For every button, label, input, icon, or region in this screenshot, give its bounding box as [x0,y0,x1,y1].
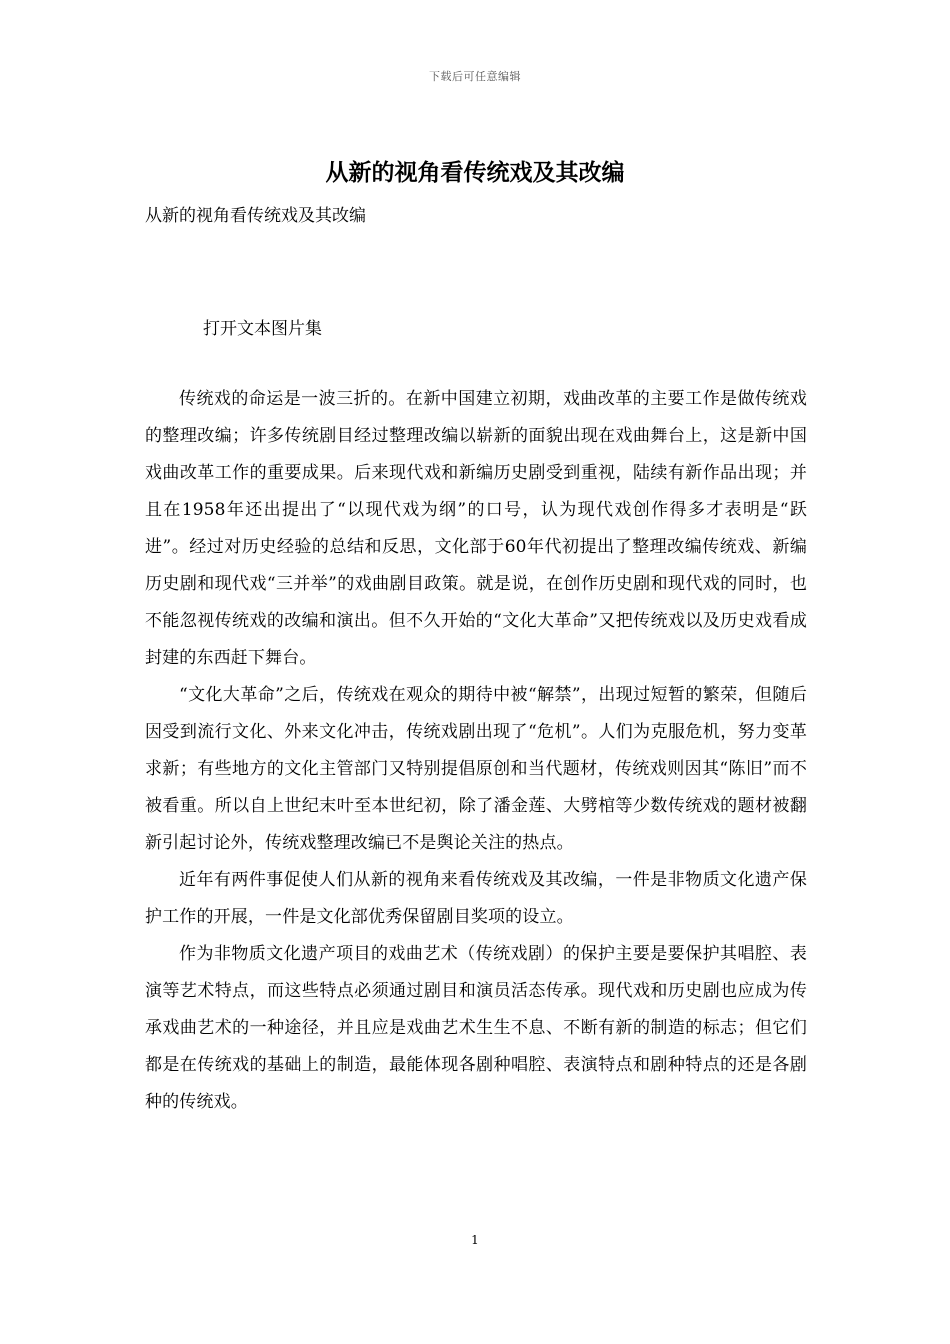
body-paragraph: 近年有两件事促使人们从新的视角来看传统戏及其改编，一件是非物质文化遗产保护工作的开展，一件是文化部优秀保留剧目奖项的设立。 [145,870,807,927]
document-subtitle: 从新的视角看传统戏及其改编 [145,206,366,226]
page-number: 1 [471,1233,479,1247]
document-title: 从新的视角看传统戏及其改编 [325,159,625,186]
document-body [145,381,807,1121]
open-image-gallery-link[interactable]: 打开文本图片集 [203,319,322,339]
body-paragraph: “文化大革命”之后，传统戏在观众的期待中被“解禁”，出现过短暂的繁荣，但随后因受到流行文化、外来文化冲击，传统戏剧出现了“危机”。人们为克服危机，努力变革求新；有些地方的文化主管部门又特别提倡原创和当代题材，传统戏则因其“陈旧”而不被看重。所以自上世纪末叶至本世纪初，除了潘金莲、大劈棺等少数传统戏的题材被翻新引起讨论外，传统戏整理改编已不是舆论关注的热点。 [145,685,807,853]
body-paragraph: 作为非物质文化遗产项目的戏曲艺术（传统戏剧）的保护主要是要保护其唱腔、表演等艺术特点，而这些特点必须通过剧目和演员活态传承。现代戏和历史剧也应成为传承戏曲艺术的一种途径，并且应是戏曲艺术生生不息、不断有新的制造的标志；但它们都是在传统戏的基础上的制造，最能体现各剧种唱腔、表演特点和剧种特点的还是各剧种的传统戏。 [145,944,807,1112]
header-note: 下载后可任意编辑 [429,70,521,83]
body-paragraph: 传统戏的命运是一波三折的。在新中国建立初期，戏曲改革的主要工作是做传统戏的整理改编；许多传统剧目经过整理改编以崭新的面貌出现在戏曲舞台上，这是新中国戏曲改革工作的重要成果。后来现代戏和新编历史剧受到重视，陆续有新作品出现；并且在1958年还出提出了“以现代戏为纲”的口号，认为现代戏创作得多才表明是“跃进”。经过对历史经验的总结和反思，文化部于60年代初提出了整理改编传统戏、新编历史剧和现代戏“三并举”的戏曲剧目政策。就是说，在创作历史剧和现代戏的同时，也不能忽视传统戏的改编和演出。但不久开始的“文化大革命”又把传统戏以及历史戏看成封建的东西赶下舞台。 [145,389,807,668]
